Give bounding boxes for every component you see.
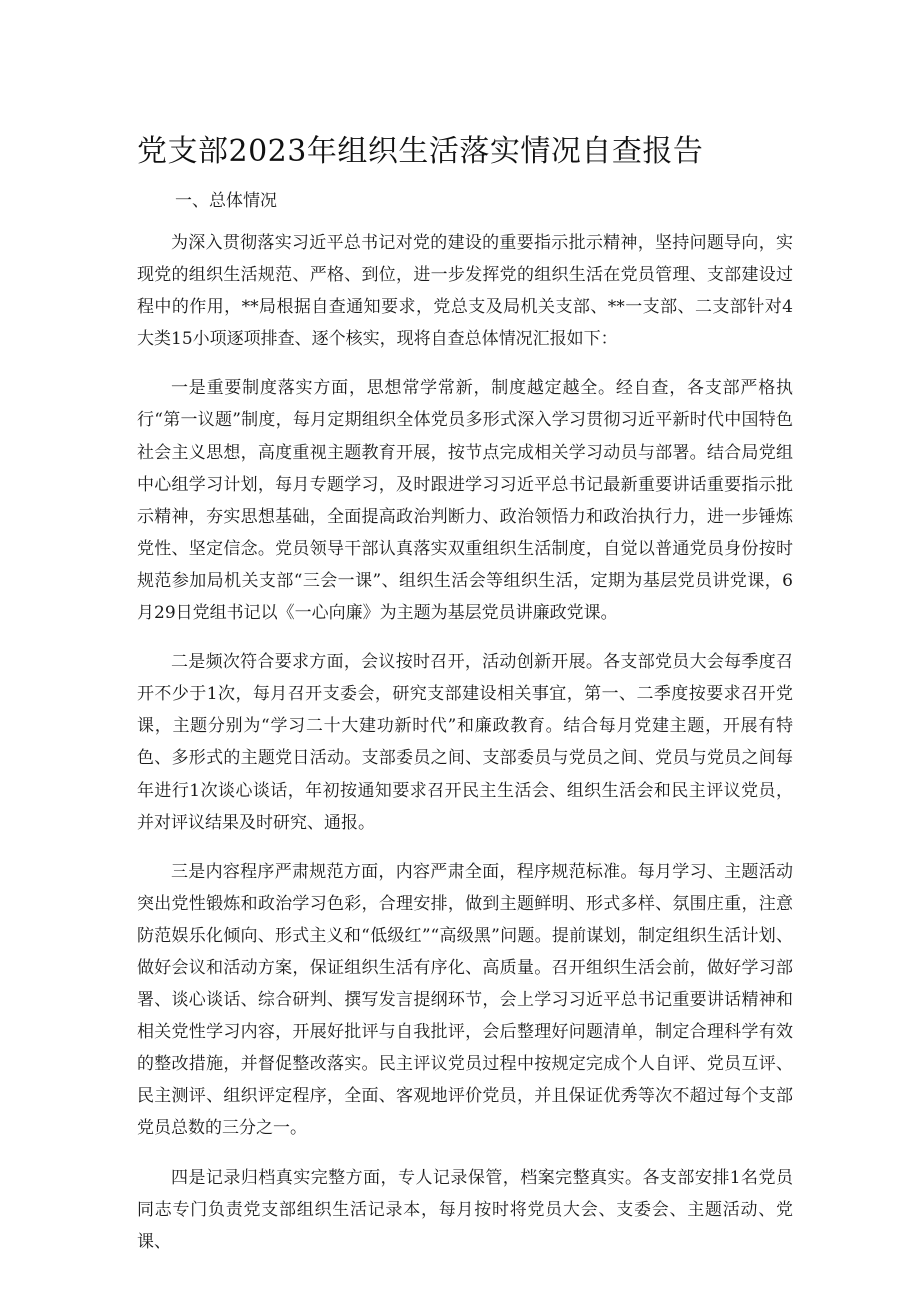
paragraph-frequency: 二是频次符合要求方面，会议按时召开，活动创新开展。各支部党员大会每季度召开不少于1次，每月召开支委会，研究支部建设相关事宜，第一、二季度按要求召开党课，主题分别为“学习二十大建功新时代”和廉政教育。结合每月党建主题，开展有特色、多形式的主题党日活动。支部委员之间、支部委员与党员之间、党员与党员之间每年进行1次谈心谈话，年初按通知要求召开民主生活会、组织生活会和民主评议党员，并对评议结果及时研究、通报。 [137, 652, 793, 833]
paragraph-system-implementation: 一是重要制度落实方面，思想常学常新，制度越定越全。经自查，各支部严格执行“第一议题”制度，每月定期组织全体党员多形式深入学习贯彻习近平新时代中国特色社会主义思想，高度重视主题教育开展，按节点完成相关学习动员与部署。结合局党组中心组学习计划，每月专题学习，及时跟进学习习近平总书记最新重要讲话重要指示批示精神，夯实思想基础，全面提高政治判断力、政治领悟力和政治执行力，进一步锤炼党性、坚定信念。党员领导干部认真落实双重组织生活制度，自觉以普通党员身份按时规范参加局机关支部“三会一课”、组织生活会等组织生活，定期为基层党员讲党课，6月29日党组书记以《一心向廉》为主题为基层党员讲廉政党课。 [137, 378, 793, 624]
paragraph-content-procedure: 三是内容程序严肃规范方面，内容严肃全面，程序规范标准。每月学习、主题活动突出党性锻炼和政治学习色彩，合理安排，做到主题鲜明、形式多样、氛围庄重，注意防范娱乐化倾向、形式主义和“低级红”“高级黑”问题。提前谋划，制定组织生活计划、做好会议和活动方案，保证组织生活有序化、高质量。召开组织生活会前，做好学习部署、谈心谈话、综合研判、撰写发言提纲环节，会上学习习近平总书记重要讲话精神和相关党性学习内容，开展好批评与自我批评，会后整理好问题清单，制定合理科学有效的整改措施，并督促整改落实。民主评议党员过程中按规定完成个人自评、党员互评、民主测评、组织评定程序，全面、客观地评价党员，并且保证优秀等次不超过每个支部党员总数的三分之一。 [137, 861, 793, 1139]
paragraph-record-archiving: 四是记录归档真实完整方面，专人记录保管，档案完整真实。各支部安排1名党员同志专门负责党支部组织生活记录本，每月按时将党员大会、支委会、主题活动、党课、 [137, 1167, 793, 1252]
document-body [137, 227, 793, 1275]
section-heading-overall: 一、总体情况 [175, 191, 277, 211]
paragraph-intro: 为深入贯彻落实习近平总书记对党的建设的重要指示批示精神，坚持问题导向，实现党的组织生活规范、严格、到位，进一步发挥党的组织生活在党员管理、支部建设过程中的作用，**局根据自查通知要求，党总支及局机关支部、**一支部、二支部针对4大类15小项逐项排查、逐个核实，现将自查总体情况汇报如下： [137, 233, 793, 350]
document-title: 党支部2023年组织生活落实情况自查报告 [137, 134, 704, 169]
